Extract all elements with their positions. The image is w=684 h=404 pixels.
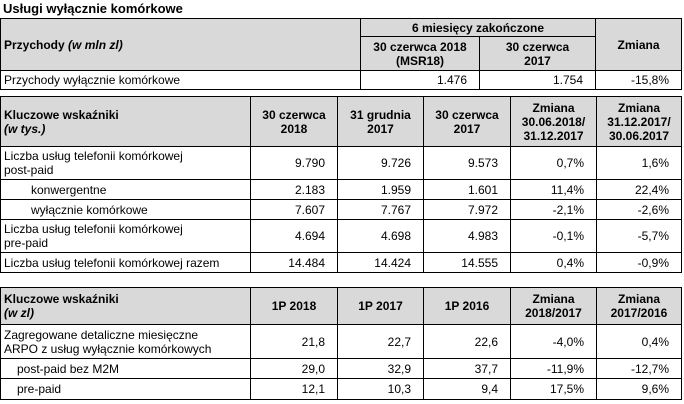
table-row [1,220,682,253]
cell-change: 11,4% [511,180,597,200]
cell-value: 14.424 [338,253,424,273]
col-header-change: Zmiana 30.06.2018/ 31.12.2017 [511,97,597,147]
table-row [1,359,682,379]
cell-value: 1.601 [424,180,511,200]
cell-value: 7.972 [424,200,511,220]
cell-change: -15,8% [596,71,682,90]
row-label: Przychody wyłącznie komórkowe [1,71,361,90]
cell-change: 0,4% [511,253,597,273]
kpi-header-label: Kluczowe wskaźniki (w tys.) [1,97,251,147]
page-title: Usługi wyłącznie komórkowe [3,1,183,16]
col-header-change: Zmiana 2017/2016 [597,288,682,325]
cell-value: 9.726 [338,147,424,180]
cell-value: 9.573 [424,147,511,180]
cell-value: 37,7 [424,359,511,379]
cell-value: 9.790 [251,147,338,180]
col-header-jun-2017: 30 czerwca 2017 [480,37,596,71]
col-header: 1P 2016 [424,288,511,325]
table-row [1,147,682,180]
revenue-table [0,18,682,90]
row-label: konwergentne [1,180,251,200]
col-header-change: Zmiana 31.12.2017/ 30.06.2017 [597,97,682,147]
revenue-header-label: Przychody (w mln zl) [1,19,361,71]
row-label: Zagregowane detaliczne miesięczne ARPO z usług wyłącznie komórkowych [1,325,251,359]
cell-value: 22,6 [424,325,511,359]
cell-value: 22,7 [338,325,424,359]
change-header: Zmiana [596,19,682,71]
cell-value: 4.694 [251,220,338,253]
cell-change: 22,4% [597,180,682,200]
row-label: wyłącznie komórkowe [1,200,251,220]
arpo-table [0,287,682,400]
col-header: 1P 2018 [251,288,338,325]
cell-change: -0,9% [597,253,682,273]
col-header-change: Zmiana 2018/2017 [511,288,597,325]
subscriptions-table [0,96,682,273]
row-label: pre-paid [1,379,251,400]
cell-change: 0,4% [597,325,682,359]
cell-value: 4.698 [338,220,424,253]
cell-change: -2,6% [597,200,682,220]
row-label: Liczba usług telefonii komórkowej razem [1,253,251,273]
cell-value: 4.983 [424,220,511,253]
cell-value: 1.754 [480,71,596,90]
cell-value: 1.476 [361,71,480,90]
table-row [1,379,682,400]
row-label: Liczba usług telefonii komórkowej pre-paid [1,220,251,253]
cell-change: -12,7% [597,359,682,379]
table-row [1,180,682,200]
cell-change: -11,9% [511,359,597,379]
col-header: 30 czerwca 2017 [424,97,511,147]
col-header: 31 grudnia 2017 [338,97,424,147]
col-header: 1P 2017 [338,288,424,325]
cell-value: 21,8 [251,325,338,359]
cell-value: 1.959 [338,180,424,200]
row-label: post-paid bez M2M [1,359,251,379]
row-label: Liczba usług telefonii komórkowej post-paid [1,147,251,180]
cell-value: 12,1 [251,379,338,400]
cell-value: 14.555 [424,253,511,273]
cell-value: 9,4 [424,379,511,400]
cell-value: 14.484 [251,253,338,273]
cell-change: -0,1% [511,220,597,253]
cell-change: -4,0% [511,325,597,359]
cell-value: 7.767 [338,200,424,220]
table-row [1,253,682,273]
cell-change: 1,6% [597,147,682,180]
cell-change: -2,1% [511,200,597,220]
cell-value: 10,3 [338,379,424,400]
col-header-jun-2018: 30 czerwca 2018 (MSR18) [361,37,480,71]
cell-value: 32,9 [338,359,424,379]
table-row [1,71,682,90]
cell-value: 29,0 [251,359,338,379]
cell-value: 7.607 [251,200,338,220]
cell-value: 2.183 [251,180,338,200]
table-row [1,200,682,220]
period-header: 6 miesięcy zakończone [361,19,596,37]
kpi-header-label: Kluczowe wskaźniki (w zl) [1,288,251,325]
cell-change: -5,7% [597,220,682,253]
col-header: 30 czerwca 2018 [251,97,338,147]
cell-change: 9,6% [597,379,682,400]
table-row [1,325,682,359]
cell-change: 0,7% [511,147,597,180]
cell-change: 17,5% [511,379,597,400]
